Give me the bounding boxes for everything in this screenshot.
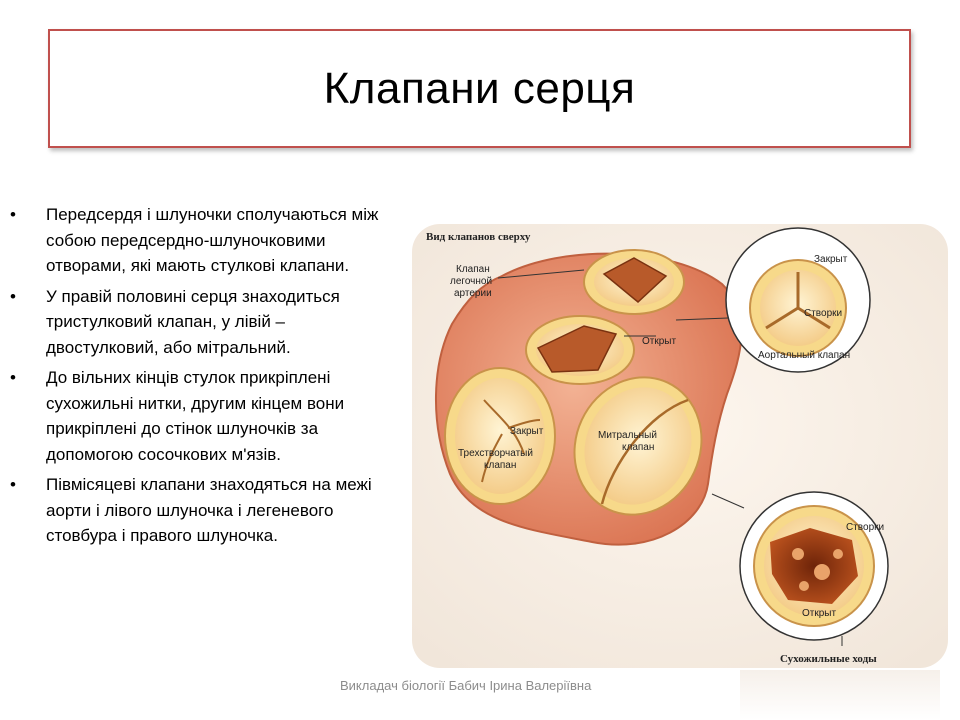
bullet-dot: •	[10, 205, 16, 224]
footer-author: Викладач біології Бабич Ірина Валеріївна	[340, 678, 592, 693]
bullet-item	[10, 365, 400, 467]
heart-valves-diagram	[412, 224, 948, 668]
label-mitral-2: клапан	[622, 442, 655, 453]
bullet-dot: •	[10, 475, 16, 494]
label-leaflets-bottom: Створки	[846, 522, 885, 533]
slide-title: Клапани серця	[323, 63, 636, 113]
bullet-item	[10, 284, 400, 361]
label-pulmonary-3: артерии	[454, 288, 492, 299]
label-tricuspid-2: клапан	[484, 460, 517, 471]
title-box	[48, 29, 911, 148]
label-open-center: Открыт	[642, 336, 677, 347]
bullet-dot: •	[10, 368, 16, 387]
bullet-dot: •	[10, 286, 16, 306]
label-pulmonary-2: легочной	[450, 276, 493, 287]
bullet-item	[10, 202, 400, 279]
pulmonary-valve	[584, 250, 684, 314]
label-aortic-valve: Аортальный клапан	[758, 350, 851, 361]
label-open-bottom: Открыт	[802, 608, 837, 619]
figure-reflection	[740, 670, 940, 720]
bullet-text: У правій половині серця знаходиться тристулковий клапан, у лівій – двостулковий, або мітральний.	[46, 286, 340, 357]
label-tricuspid-1: Трехстворчатый	[458, 448, 533, 459]
bullet-text: Півмісяцеві клапани знаходяться на межі аорти і лівого шлуночка і легеневого стовбура і правого шлуночка.	[46, 475, 372, 545]
label-closed-tricuspid: Закрыт	[510, 426, 544, 437]
bullet-text: Передсердя і шлуночки сполучаються між собою передсердно-шлуночковими отворами, які мають стулкові клапани.	[46, 205, 379, 275]
label-pulmonary-1: Клапан	[456, 264, 490, 275]
figure-heading: Вид клапанов сверху	[426, 231, 531, 243]
label-closed-aortic: Закрыт	[814, 254, 848, 265]
bullet-list	[10, 202, 400, 554]
bullet-item	[10, 472, 400, 549]
aortic-valve-center	[526, 316, 634, 384]
bullet-text: До вільних кінців стулок прикріплені сухожильні нитки, другим кінцем вони прикріплені до стінок шлуночків за допомогою сосочкових м'язів.	[46, 368, 345, 464]
label-mitral-1: Митральный	[598, 430, 657, 441]
label-leaflets-aortic: Створки	[804, 308, 843, 319]
label-chordae: Сухожильные ходы	[780, 653, 877, 665]
